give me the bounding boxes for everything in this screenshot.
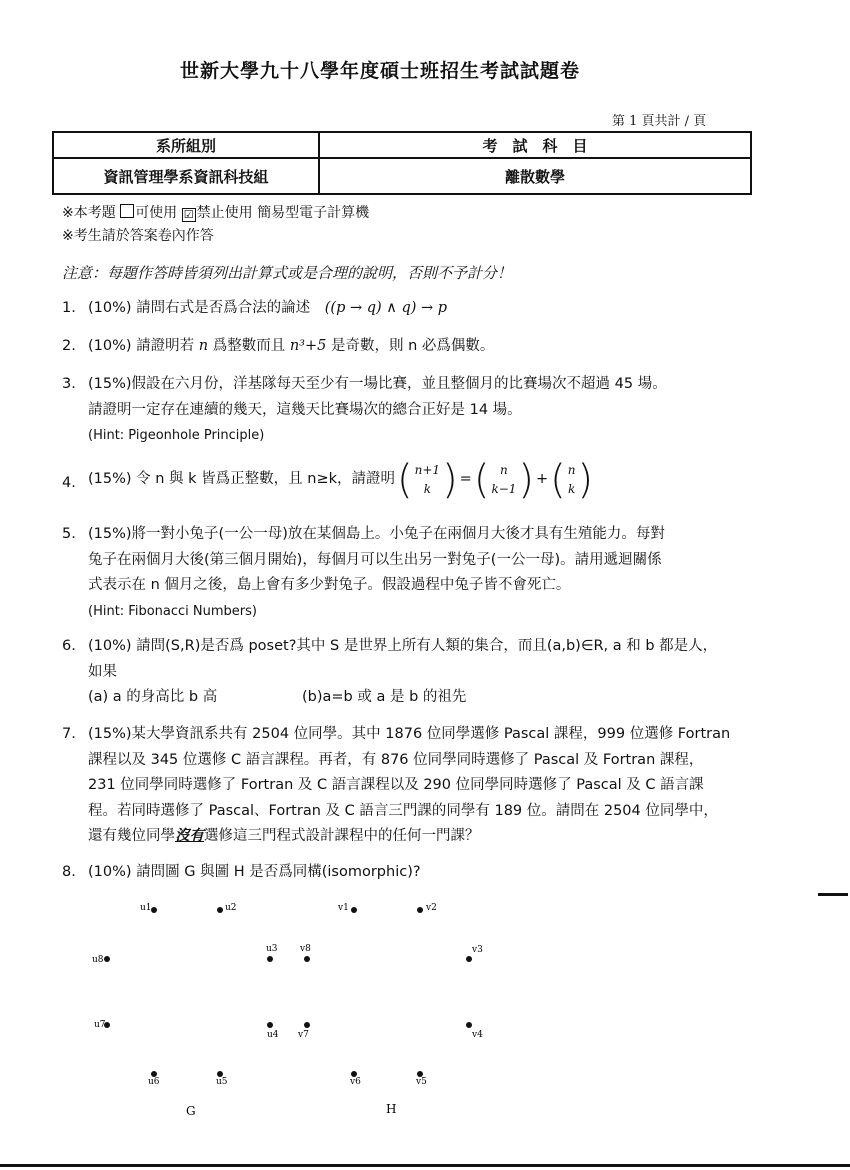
bottom-border-line [0,1164,850,1167]
formula: n³+5 [289,338,327,354]
question-7: 7. (15%)某大學資訊系共有 2504 位同學。其中 1876 位同學選修 Pascal 課程，999 位選修 Fortran 課程以及 345 位選修 C 語言課程。再者，有 876 位同學同時選修了 Pascal 及 Fortran 課程， 231 位同學同時選修了 Fortran 及 C 語言課程以及 290 位同學同時選修了 Pascal 及 C 語言課 程。若同時選修了 Pascal、Fortran 及 C 語言三門課的同學有 189 位。請問在 2504 位同學中， 還有幾位同學沒有選修這三門程式設計課程中的任何一門課？ [62,726,731,844]
answer-note: ※考生請於答案卷內作答 [62,228,214,244]
exam-title: 世新大學九十八學年度碩士班招生考試試題卷 [179,60,580,82]
page-number: 第 1 頁共計 / 頁 [612,114,707,129]
label-u7: u7 [94,1020,106,1030]
binomial-rhs-2: ( n k ) [550,457,594,503]
forbidden-checkbox: ☑ [182,208,196,222]
label-v8: v8 [300,944,311,954]
graph-G [92,903,279,1118]
vertex-v2 [417,907,423,913]
vertex-v3 [466,956,472,962]
emphasis-not: 沒有 [175,828,204,844]
binomial-lhs: ( n+1 k ) [397,457,458,503]
option-b: (b)a=b 或 a 是 b 的祖先 [302,689,467,705]
question-3: 3. (15%)假設在六月份，洋基隊每天至少有一場比賽，並且整個月的比賽場次不超過 45 場。 請證明一定存在連續的幾天，這幾天比賽場次的總合正好是 14 場。 (Hint: Pigeonhole Principle) [62,372,752,449]
warning-text: 注意：每題作答時皆須列出計算式或是合理的說明，否則不予計分！ [62,264,513,282]
option-a: (a) a 的身高比 b 高 [88,689,218,705]
vertex-u2 [217,907,223,913]
subject-value: 離散數學 [319,158,751,194]
label-v1: v1 [338,903,349,913]
department-label: 系所組別 [53,132,319,158]
graph-G-label: G [186,1104,196,1118]
vertex-v4 [466,1022,472,1028]
label-v4: v4 [472,1030,483,1040]
vertex-v7 [304,1022,310,1028]
vertex-u4 [267,1022,273,1028]
graph-H [297,903,483,1116]
hint: (Hint: Fibonacci Numbers) [88,603,257,619]
question-8: 8. (10%) 請問圖 G 與圖 H 是否爲同構(isomorphic)? [62,864,421,880]
label-u3: u3 [266,944,278,954]
department-value: 資訊管理學系資訊科技組 [53,158,319,194]
calculator-note: ※本考題 可使用 ☑ 禁止使用 簡易型電子計算機 [62,205,370,221]
question-2: 2. (10%) 請證明若 n 爲整數而且 n³+5 是奇數，則 n 必爲偶數。 [62,338,495,354]
vertex-u1 [151,907,157,913]
question-6: 6. (10%) 請問(S,R)是否爲 poset?其中 S 是世界上所有人類的集合，而且(a,b)∈R, a 和 b 都是人， 如果 (a) a 的身高比 b 高 (b)a=b 或 a 是 b 的祖先 [62,634,752,711]
label-v7: v7 [298,1030,309,1040]
question-1: 1. (10%) 請問右式是否爲合法的論述 ((p → q) ∧ q) → p [62,300,448,316]
scan-edge-mark [818,893,848,896]
question-5: 5. (15%)將一對小兔子(一公一母)放在某個島上。小兔子在兩個月大後才具有生殖能力。每對 兔子在兩個月大後(第三個月開始)，每個月可以生出另一對兔子(一公一母)。請用遞迴關係 式表示在 n 個月之後，島上會有多少對兔子。假設過程中兔子皆不會死亡。 (Hint: Fibonacci Numbers) [62,522,752,624]
subject-label: 考 試 科 目 [319,132,751,158]
label-u5: u5 [216,1077,228,1087]
label-v5: v5 [416,1077,427,1087]
binomial-rhs-1: ( n k−1 ) [473,457,535,503]
hint: (Hint: Pigeonhole Principle) [88,428,265,443]
formula: ((p → q) ∧ q) → p [324,300,448,316]
label-u4: u4 [267,1030,279,1040]
graph-H-label: H [386,1102,397,1116]
label-u6: u6 [148,1077,160,1087]
vertex-v8 [304,956,310,962]
label-u1: u1 [140,903,152,913]
question-4: 4. (15%) 令 n 與 k 皆爲正整數，且 n≥k，請證明 ( n+1 k ) = ( n k−1 ) + ( n k ) [62,457,594,503]
label-u8: u8 [92,955,104,965]
label-v2: v2 [426,903,437,913]
label-u2: u2 [225,903,237,913]
label-v6: v6 [350,1077,361,1087]
vertex-v1 [351,907,357,913]
vertex-u3 [267,956,273,962]
label-v3: v3 [472,945,483,955]
vertex-u8 [104,956,110,962]
